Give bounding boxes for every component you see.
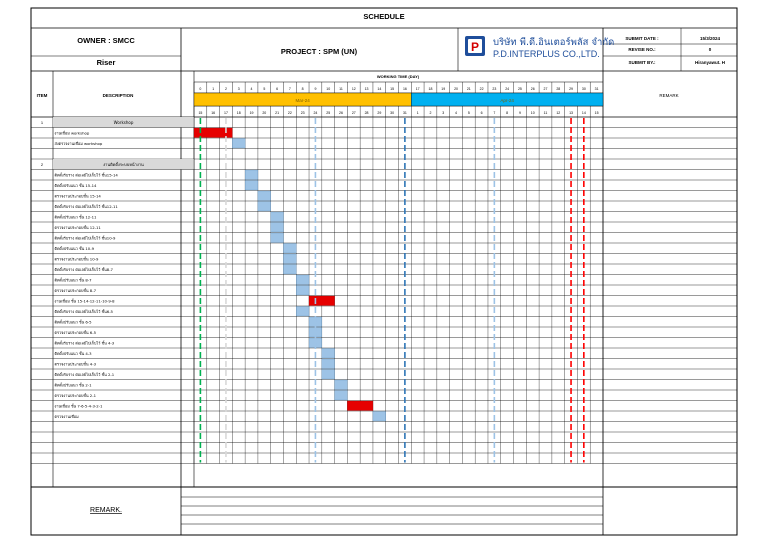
date-cell: 6	[480, 111, 483, 115]
date-cell: 13	[569, 111, 573, 115]
task-description: ตรวจงานประกอบชั้น 2-1	[54, 393, 97, 399]
day-number: 26	[530, 87, 535, 91]
date-cell: 24	[313, 111, 318, 115]
bar-task	[322, 349, 335, 359]
date-cell: 10	[530, 111, 535, 115]
task-description: Workshop	[113, 120, 134, 126]
day-number: 18	[428, 87, 433, 91]
task-description: งานเชื่อม ชั้น 15-14-12-11-10-9-8	[54, 298, 115, 304]
task-description: ตรวจงานประกอบชั้น 8-7	[54, 288, 97, 294]
description-header: DESCRIPTION	[102, 93, 134, 98]
bar-task	[245, 170, 258, 180]
task-description: งานติดตั้งระบบหน้างาน	[103, 162, 144, 168]
bar-task	[232, 139, 245, 149]
revise-label: REVISE NO.:	[628, 47, 656, 52]
title: SCHEDULE	[363, 12, 405, 21]
task-description: ตรวจงานประกอบชั้น 6-5	[54, 330, 97, 336]
day-number: 4	[250, 87, 253, 91]
task-description: ติดตั้งรับราง ต่อเลย์ไปเก็บไว้ ชั้น10-9	[54, 235, 116, 241]
bar-task	[296, 307, 309, 317]
date-cell: 28	[364, 111, 369, 115]
day-number-row	[194, 82, 599, 93]
item-number: 1	[40, 120, 44, 126]
day-number: 17	[415, 87, 420, 91]
day-number: 24	[505, 87, 510, 91]
task-description: ติดตั้งปรับแนว ชั้น 6-5	[54, 319, 92, 325]
day-number: 21	[466, 87, 471, 91]
company-name-th: บริษัท พี.ดี.อินเตอร์พลัส จำกัด	[493, 37, 615, 48]
task-description: ติดตั้งปรับแนว ชั้น 12-11	[54, 214, 97, 220]
date-cell: 31	[402, 111, 407, 115]
item-number: 2	[40, 162, 44, 168]
bar-task	[271, 233, 284, 243]
revise-value: 0	[708, 47, 712, 52]
company-name-en: P.D.INTERPLUS CO.,LTD.	[493, 49, 600, 59]
month-label: Mar-24	[295, 98, 310, 103]
task-description: ส่งตรวจงานเชื่อม workshop	[54, 141, 103, 147]
date-cell: 12	[556, 111, 561, 115]
task-description: งานเชื่อม workshop	[54, 130, 90, 136]
bar-task	[296, 275, 309, 285]
day-number: 5	[263, 87, 266, 91]
task-description: ตรวจงานประกอบชั้น 15-14	[54, 193, 101, 199]
date-cell: 1	[416, 111, 419, 115]
date-cell: 26	[339, 111, 343, 115]
task-description: ติดตั้งรับราง ต่อเลย์ไปเก็บไว้ ชั้น 2-1	[54, 372, 115, 378]
item-header: ITEM	[36, 93, 48, 98]
outer-border	[31, 8, 737, 535]
bar-task	[245, 181, 258, 191]
task-description: ติดตั้งปรับแนว ชั้น 10-9	[54, 246, 94, 252]
day-number: 27	[543, 87, 548, 91]
day-number: 31	[594, 87, 599, 91]
date-cell: 18	[236, 111, 241, 115]
submit-by-value: Hiranyawut. H	[694, 60, 726, 65]
day-number: 16	[402, 87, 407, 91]
date-cell: 7	[493, 111, 496, 115]
bar-task	[335, 380, 348, 390]
bar-welding	[347, 401, 373, 411]
task-description: ตรวจงานประกอบชั้น 10-9	[54, 256, 99, 262]
day-number: 25	[517, 87, 522, 91]
date-cell: 16	[211, 111, 216, 115]
logo-letter: P	[470, 40, 480, 54]
date-cell: 4	[455, 111, 457, 115]
task-description: ติดตั้งรับราง ต่อเลย์ไปเก็บไว้ ชั้น8-7	[54, 267, 113, 273]
day-number: 7	[288, 87, 291, 91]
bar-task	[271, 223, 284, 233]
date-cell: 9	[518, 111, 521, 115]
day-number: 22	[479, 87, 484, 91]
date-cell: 2	[429, 111, 432, 115]
bar-task	[283, 265, 296, 275]
date-cell: 17	[224, 111, 228, 115]
day-number: 20	[454, 87, 458, 91]
task-description: ติดตั้งปรับแนว ชั้น 2-1	[54, 382, 92, 388]
task-description: ติดตั้งปรับแนว ชั้น 8-7	[54, 277, 92, 283]
bar-task	[283, 254, 296, 264]
date-cell: 30	[390, 111, 395, 115]
day-number: 9	[314, 87, 317, 91]
day-number: 28	[556, 87, 561, 91]
owner-label: OWNER : SMCC	[77, 36, 135, 45]
date-cell: 29	[377, 111, 382, 115]
day-number: 29	[569, 87, 573, 91]
bar-task	[258, 202, 271, 212]
task-description: ติดตั้งปรับแนว ชั้น 15-14	[54, 183, 97, 189]
date-cell: 15	[594, 111, 599, 115]
day-number: 0	[199, 87, 202, 91]
footer-block	[31, 487, 737, 524]
date-cell: 27	[351, 111, 356, 115]
day-number: 13	[364, 87, 369, 91]
date-cell: 8	[506, 111, 509, 115]
task-description: ติดตั้งรับราง ต่อเลย์ไปเก็บไว้ ชั้น 4-3	[54, 340, 115, 346]
month-label: Apr-24	[500, 98, 514, 103]
submit-date-value: 15/3/2024	[699, 36, 721, 41]
day-number: 11	[339, 87, 343, 91]
remark-header: REMARK	[659, 93, 679, 98]
day-number: 10	[326, 87, 331, 91]
date-cell: 23	[300, 111, 305, 115]
footer-remark: REMARK.	[90, 507, 122, 514]
bar-welding	[309, 296, 335, 306]
task-description: ติดตั้งรับราง ต่อเลย์ไปเก็บไว้ ชั้น12-11	[54, 204, 118, 210]
day-number: 3	[237, 87, 240, 91]
task-description: ติดตั้งรับราง ต่อเลย์ไปเก็บไว้ ชั้น6-5	[54, 309, 113, 315]
day-number: 6	[276, 87, 279, 91]
working-time-header: WORKING TIME (DAY)	[376, 74, 420, 79]
submit-by-label: SUBMIT BY.:	[628, 60, 656, 65]
task-description: ตรวจงานเชื่อม	[54, 414, 79, 420]
date-cell: 11	[543, 111, 548, 115]
bar-task	[322, 359, 335, 369]
bar-task	[335, 391, 348, 401]
day-number: 2	[224, 87, 227, 91]
day-number: 1	[212, 87, 215, 91]
task-description: ตรวจงานประกอบชั้น 12-11	[54, 225, 101, 231]
task-description: งานเชื่อม ชั้น 7-6-5-4-3-2-1	[54, 403, 103, 409]
submit-date-label: SUBMIT DATE :	[625, 36, 659, 41]
bar-task	[271, 212, 284, 222]
day-number: 14	[377, 87, 382, 91]
task-description: ติดตั้งรับราง ต่อเลย์ไปเก็บไว้ ชั้น15-14	[54, 172, 118, 178]
date-cell: 20	[262, 111, 267, 115]
date-cell: 15	[198, 111, 203, 115]
date-cell: 25	[326, 111, 331, 115]
task-description: ติดตั้งปรับแนว ชั้น 4-3	[54, 351, 92, 357]
bar-task	[373, 412, 386, 422]
sheet-frame	[31, 8, 737, 535]
pd-interplus-logo-icon	[465, 36, 485, 56]
day-number: 19	[441, 87, 446, 91]
day-number: 15	[390, 87, 395, 91]
day-number: 23	[492, 87, 497, 91]
day-number: 30	[581, 87, 586, 91]
bar-task	[258, 191, 271, 201]
date-cell: 5	[467, 111, 470, 115]
day-number: 8	[301, 87, 304, 91]
date-cell: 21	[275, 111, 280, 115]
bar-task	[296, 286, 309, 296]
date-cell: 3	[442, 111, 445, 115]
riser-label: Riser	[96, 58, 116, 67]
bar-task	[283, 244, 296, 254]
project-label: PROJECT : SPM (UN)	[280, 47, 358, 56]
day-number: 12	[351, 87, 356, 91]
date-row	[194, 106, 599, 117]
task-description: ตรวจงานประกอบชั้น 4-3	[54, 361, 97, 367]
bar-task	[322, 370, 335, 380]
date-cell: 14	[581, 111, 586, 115]
date-cell: 19	[249, 111, 254, 115]
month-bands	[194, 93, 603, 106]
date-cell: 22	[287, 111, 292, 115]
